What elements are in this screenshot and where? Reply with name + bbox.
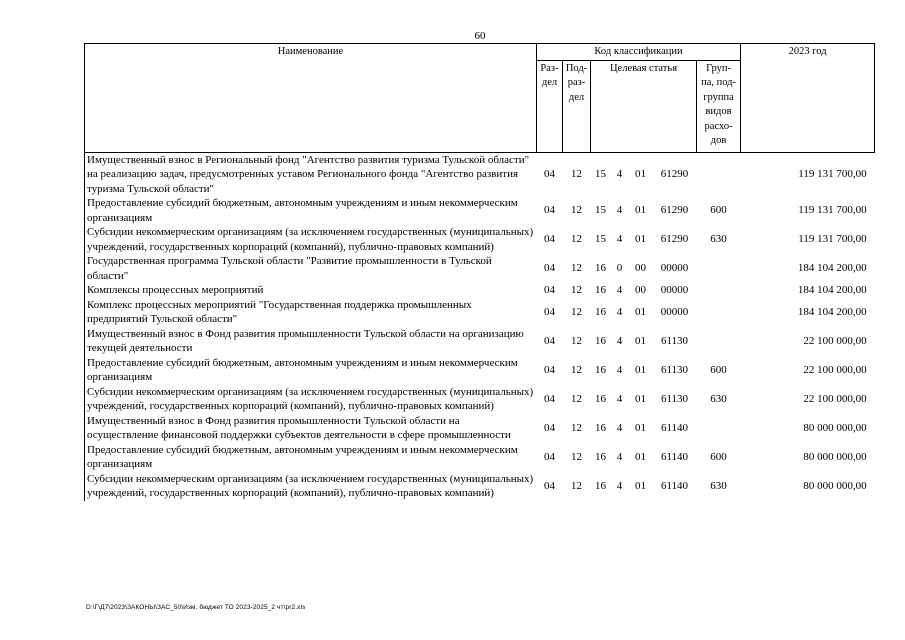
cell-razdel: 04: [544, 204, 555, 217]
cell-cs1: 16: [595, 421, 606, 434]
cell-cs4: 00000: [660, 262, 689, 275]
cell-podrazdel: 12: [571, 450, 582, 463]
cell-cs3: 00: [635, 284, 646, 296]
header-year: 2023 год: [741, 44, 875, 153]
header-expense-group: Груп- па, под- группа видов расхо- дов: [697, 60, 741, 152]
cell-podrazdel: 12: [571, 392, 582, 405]
cell-cs1: 16: [595, 450, 606, 463]
cell-cs2: 4: [616, 204, 623, 217]
cell-cs2: 4: [616, 479, 623, 492]
cell-cs4: 61290: [660, 168, 689, 180]
header-podrazdel: Под- раз- дел: [563, 60, 591, 152]
cell-cs4: 61130: [660, 392, 689, 405]
cell-name: Предоставление субсидий бюджетным, автономным учреждениям и иным некоммерческим организациям: [85, 443, 537, 472]
table-row: [85, 196, 875, 225]
cell-vr: [697, 152, 741, 196]
header-name: Наименование: [85, 44, 537, 153]
cell-name: Субсидии некоммерческим организациям (за исключением государственных (муниципальных) учреждений, государственных корпораций (компаний), публично-правовых компаний): [85, 225, 537, 254]
cell-amount: 22 100 000,00: [803, 363, 867, 376]
table-row: [85, 298, 875, 327]
cell-amount: 80 000 000,00: [803, 479, 867, 492]
cell-podrazdel: 12: [571, 233, 582, 246]
cell-podrazdel: 12: [571, 168, 582, 180]
cell-cs4: 61130: [660, 334, 689, 347]
cell-cs4: 61290: [660, 233, 689, 246]
cell-razdel: 04: [544, 334, 555, 347]
cell-amount: 119 131 700,00: [798, 168, 867, 180]
cell-cs2: 4: [616, 233, 623, 246]
cell-razdel: 04: [544, 421, 555, 434]
cell-cs1: 15: [595, 168, 606, 180]
cell-cs3: 01: [635, 204, 646, 217]
table-row: [85, 254, 875, 283]
cell-amount: 184 104 200,00: [797, 262, 867, 275]
cell-name: Имущественный взнос в Региональный фонд "Агентство развития туризма Тульской области" на реализацию задач, предусмотренных уставом Регионального фонда "Агентство развития туризма Тульской области": [85, 152, 537, 196]
cell-cs4: 00000: [660, 284, 689, 296]
cell-podrazdel: 12: [571, 334, 582, 347]
file-path-footer: D:\Г\Д7\2023\ЗАКОНЫ\ЗАС_50\Изм. бюджет ТО 2023-2025_2 чт\pr2.xls: [86, 604, 306, 611]
page-number: 60: [474, 30, 486, 42]
cell-vr: [697, 327, 741, 356]
cell-cs2: 4: [616, 334, 623, 347]
cell-vr: 630: [710, 392, 727, 405]
cell-razdel: 04: [544, 168, 555, 180]
header-razdel: Раз- дел: [537, 60, 563, 152]
cell-cs2: 4: [616, 421, 623, 434]
cell-cs2: 0: [616, 262, 623, 275]
cell-amount: 22 100 000,00: [803, 334, 867, 347]
cell-razdel: 04: [544, 450, 555, 463]
cell-podrazdel: 12: [571, 262, 582, 275]
cell-cs1: 16: [595, 334, 606, 347]
cell-cs3: 01: [635, 392, 646, 405]
cell-name: Субсидии некоммерческим организациям (за исключением государственных (муниципальных) учреждений, государственных корпораций (компаний), публично-правовых компаний): [85, 385, 537, 414]
cell-razdel: 04: [544, 392, 555, 405]
table-body: [85, 152, 875, 501]
cell-cs3: 01: [635, 421, 646, 434]
cell-cs1: 16: [595, 284, 606, 296]
table-row: [85, 472, 875, 501]
cell-razdel: 04: [544, 284, 555, 296]
cell-cs1: 16: [595, 305, 606, 318]
header-target-article: Целевая статья: [591, 60, 697, 152]
cell-name: Предоставление субсидий бюджетным, автономным учреждениям и иным некоммерческим организациям: [85, 356, 537, 385]
cell-podrazdel: 12: [571, 204, 582, 217]
table-row: [85, 152, 875, 196]
cell-amount: 80 000 000,00: [803, 450, 867, 463]
cell-cs2: 4: [616, 392, 623, 405]
cell-vr: 630: [710, 479, 727, 492]
cell-cs4: 00000: [660, 305, 689, 318]
cell-vr: [697, 254, 741, 283]
cell-cs2: 4: [616, 363, 623, 376]
cell-cs2: 4: [616, 450, 623, 463]
cell-name: Комплекс процессных мероприятий "Государственная поддержка промышленных предприятий Тульской области": [85, 298, 537, 327]
table-row: [85, 356, 875, 385]
cell-cs1: 16: [595, 363, 606, 376]
cell-cs1: 16: [595, 392, 606, 405]
cell-cs3: 01: [635, 363, 646, 376]
cell-podrazdel: 12: [571, 421, 582, 434]
cell-cs1: 16: [595, 262, 606, 275]
cell-cs1: 16: [595, 479, 606, 492]
cell-podrazdel: 12: [571, 305, 582, 318]
cell-cs4: 61130: [660, 363, 689, 376]
cell-vr: 600: [710, 204, 727, 217]
cell-cs3: 01: [635, 479, 646, 492]
cell-amount: 80 000 000,00: [803, 421, 867, 434]
cell-cs3: 01: [635, 233, 646, 246]
cell-name: Имущественный взнос в Фонд развития промышленности Тульской области на осуществление финансовой поддержки субъектов деятельности в сфере промышленности: [85, 414, 537, 443]
cell-cs3: 01: [635, 168, 646, 180]
budget-table: [84, 43, 875, 501]
table-row: [85, 414, 875, 443]
cell-cs1: 15: [595, 233, 606, 246]
cell-amount: 119 131 700,00: [798, 204, 867, 217]
table-row: [85, 225, 875, 254]
cell-name: Имущественный взнос в Фонд развития промышленности Тульской области на организацию текущей деятельности: [85, 327, 537, 356]
cell-razdel: 04: [544, 305, 555, 318]
table-row: [85, 385, 875, 414]
cell-cs3: 01: [635, 305, 646, 318]
cell-cs1: 15: [595, 204, 606, 217]
table-row: [85, 283, 875, 298]
cell-cs3: 00: [635, 262, 646, 275]
cell-cs3: 01: [635, 450, 646, 463]
cell-name: Субсидии некоммерческим организациям (за исключением государственных (муниципальных) учреждений, государственных корпораций (компаний), публично-правовых компаний): [85, 472, 537, 501]
cell-razdel: 04: [544, 479, 555, 492]
cell-amount: 22 100 000,00: [803, 392, 867, 405]
cell-vr: [697, 298, 741, 327]
cell-name: Предоставление субсидий бюджетным, автономным учреждениям и иным некоммерческим организациям: [85, 196, 537, 225]
cell-vr: 600: [710, 363, 727, 376]
cell-podrazdel: 12: [571, 363, 582, 376]
cell-vr: 600: [710, 450, 727, 463]
table-row: [85, 327, 875, 356]
table-row: [85, 443, 875, 472]
cell-cs2: 4: [616, 168, 623, 180]
cell-name: Комплексы процессных мероприятий: [85, 283, 537, 298]
header-code-group: Код классификации: [537, 44, 741, 61]
cell-razdel: 04: [544, 363, 555, 376]
cell-podrazdel: 12: [571, 479, 582, 492]
cell-podrazdel: 12: [571, 284, 582, 296]
cell-razdel: 04: [544, 233, 555, 246]
cell-amount: 184 104 200,00: [797, 284, 867, 296]
cell-cs3: 01: [635, 334, 646, 347]
cell-amount: 184 104 200,00: [797, 305, 867, 318]
cell-name: Государственная программа Тульской области "Развитие промышленности в Тульской области": [85, 254, 537, 283]
cell-cs4: 61140: [660, 421, 689, 434]
cell-cs4: 61140: [660, 479, 689, 492]
cell-vr: 630: [710, 233, 727, 246]
cell-razdel: 04: [544, 262, 555, 275]
cell-amount: 119 131 700,00: [798, 233, 867, 246]
cell-vr: [697, 283, 741, 298]
cell-cs4: 61140: [660, 450, 689, 463]
cell-cs2: 4: [616, 284, 623, 296]
cell-cs4: 61290: [660, 204, 689, 217]
cell-cs2: 4: [616, 305, 623, 318]
cell-vr: [697, 414, 741, 443]
